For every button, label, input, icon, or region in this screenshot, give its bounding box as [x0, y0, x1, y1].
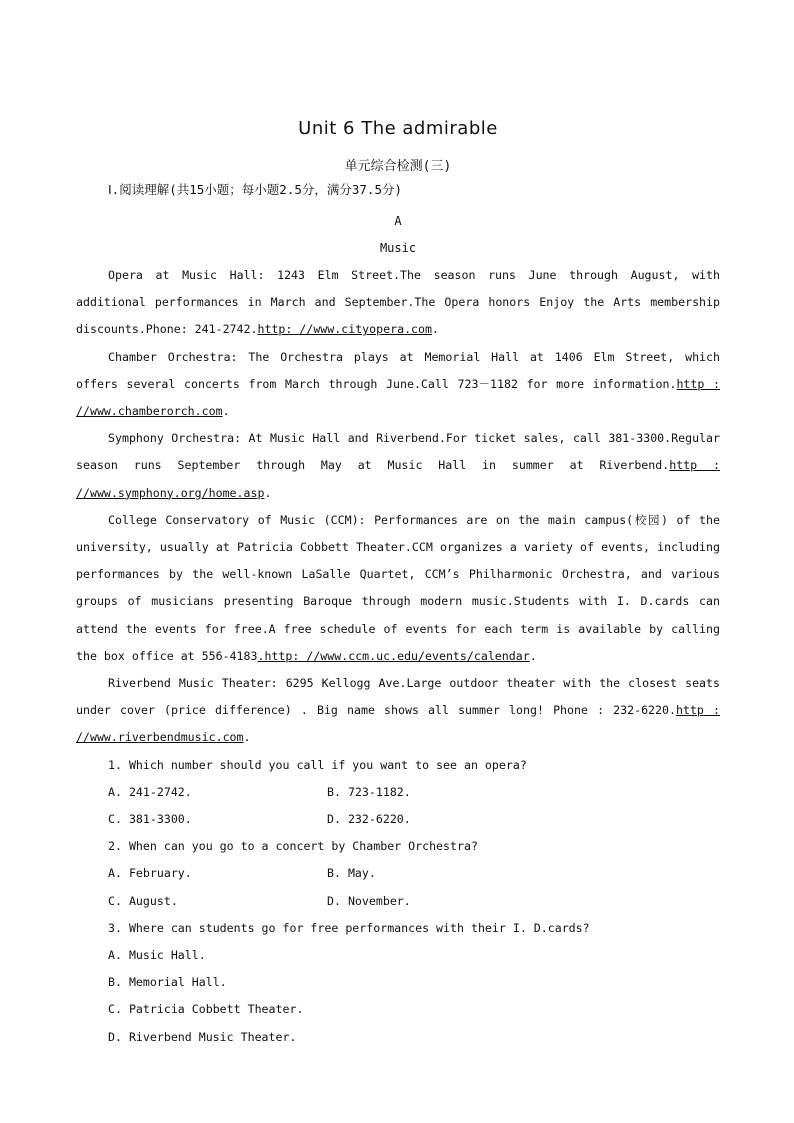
q2-option-c: C. August.: [108, 893, 178, 908]
q1-options-row-1: [76, 779, 720, 806]
question-1: 1. Which number should you call if you want to see an opera?: [108, 757, 527, 772]
link-ccm[interactable]: .http: //www.ccm.uc.edu/events/calendar: [257, 648, 530, 663]
q2-option-a: A. February.: [108, 866, 192, 881]
paragraph-riverbend: Riverbend Music Theater: 6295 Kellogg Ave.Large outdoor theater with the closest seats under cover (price difference) . Big name shows all summer long! Phone : 232-6220.http : //www.riverbendmusic.com.: [76, 676, 720, 745]
q1-option-a: A. 241-2742.: [108, 784, 192, 799]
q3-option-a: A. Music Hall.: [108, 948, 206, 963]
paragraph-chamber: Chamber Orchestra: The Orchestra plays at Memorial Hall at 1406 Elm Street, which offers several concerts from March through June.Call 723－1182 for more information.http : //www.chamberorch.com.: [76, 349, 720, 419]
link-symphony[interactable]: http : //www.symphony.org/home.asp: [76, 458, 720, 500]
document-page: [76, 112, 720, 1051]
passage-heading: Music: [379, 241, 417, 255]
q2-options-row-1: [76, 860, 720, 887]
question-3: 3. Where can students go for free performances with their I. D.cards?: [108, 920, 590, 935]
q1-option-d: D. 232-6220.: [327, 812, 411, 827]
link-chamberorch[interactable]: http : //www.chamberorch.com: [76, 376, 720, 419]
q3-option-d: D. Riverbend Music Theater.: [108, 1029, 297, 1044]
link-riverbend[interactable]: http : //www.riverbendmusic.com: [76, 703, 720, 745]
q1-option-c: C. 381-3300.: [108, 812, 192, 827]
q3-option-b: B. Memorial Hall.: [108, 975, 227, 990]
paragraph-ccm: College Conservatory of Music (CCM): Performances are on the main campus(校园) of the university, usually at Patricia Cobbett Theater.CCM organizes a variety of events, including performances by the well-known LaSalle Quartet, CCM’s Philharmonic Orchestra, and various groups of musicians presenting Baroque through modern music.Students with I. D.cards can attend the events for free.A free schedule of events for each term is available by calling the box office at 556-4183.http: //www.ccm.uc.edu/events/calendar.: [76, 512, 720, 663]
paragraph-symphony: Symphony Orchestra: At Music Hall and Riverbend.For ticket sales, call 381-3300.Regular season runs September through May at Music Hall in summer at Riverbend.http : //www.symphony.org/home.asp.: [76, 431, 720, 500]
question-2: 2. When can you go to a concert by Chamber Orchestra?: [108, 839, 478, 854]
link-cityopera[interactable]: http: //www.cityopera.com: [257, 322, 432, 337]
q2-option-b: B. May.: [327, 866, 376, 881]
q3-option-c: C. Patricia Cobbett Theater.: [108, 1002, 304, 1017]
q2-option-d: D. November.: [327, 893, 411, 908]
q1-option-b: B. 723-1182.: [327, 784, 411, 799]
paragraph-opera: Opera at Music Hall: 1243 Elm Street.The season runs June through August, with additional performances in March and September.The Opera honors Enjoy the Arts membership discounts.Phone: 241-2742.http: //www.cityopera.com.: [76, 268, 720, 337]
passage-letter: A: [394, 214, 402, 228]
section-heading: Ⅰ.阅读理解(共15小题；每小题2.5分，满分37.5分): [108, 182, 402, 197]
page-title: Unit 6 The admirable: [298, 118, 498, 139]
page-subtitle: 单元综合检测(三): [344, 159, 452, 174]
q1-options-row-2: [76, 806, 720, 833]
q2-options-row-2: [76, 888, 720, 915]
